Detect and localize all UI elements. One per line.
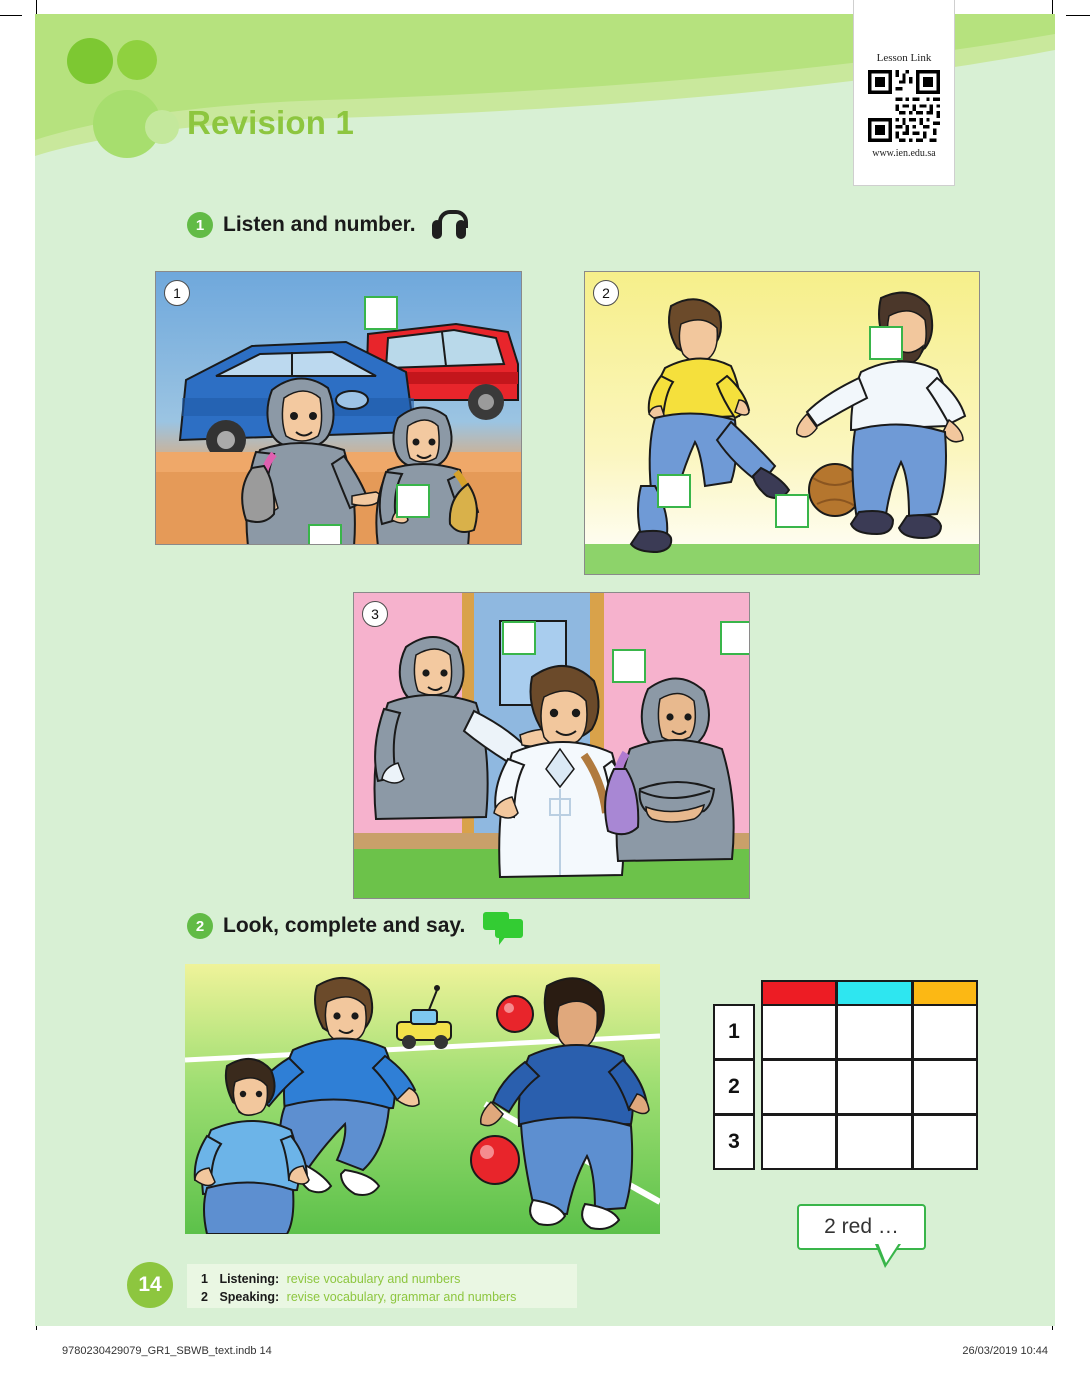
page: [35, 14, 1055, 1326]
exercise-2-title: Look, complete and say.: [223, 914, 466, 937]
footer-note-2-num: 2: [201, 1290, 208, 1304]
table-row-label-2: 2: [713, 1059, 755, 1115]
answer-box-2b[interactable]: [657, 474, 691, 508]
answer-box-2c[interactable]: [775, 494, 809, 528]
table-cell-3-2[interactable]: [836, 1114, 913, 1170]
footer-notes-box: [187, 1264, 577, 1308]
page-title: Revision 1: [187, 104, 355, 141]
lesson-link-box[interactable]: [853, 0, 955, 186]
crop-mark-top-left-h: [0, 15, 22, 16]
table-header-yellow: [912, 980, 978, 1006]
table-cell-2-1[interactable]: [761, 1059, 837, 1115]
picture-3-art: [354, 593, 749, 898]
table-cell-2-2[interactable]: [836, 1059, 913, 1115]
print-timestamp: 26/03/2019 10:44: [962, 1345, 1048, 1357]
picture-2-art: [585, 272, 979, 574]
speech-bubble-tail-inner: [878, 1243, 899, 1263]
table-header-red: [761, 980, 837, 1006]
picture-3-badge: 3: [362, 601, 388, 627]
example-speech-bubble: 2 red …: [797, 1204, 926, 1250]
table-cell-3-1[interactable]: [761, 1114, 837, 1170]
answer-box-3c[interactable]: [720, 621, 750, 655]
footer-note-1-label: Listening:: [219, 1272, 280, 1286]
answer-box-1a[interactable]: [364, 296, 398, 330]
answer-box-2a[interactable]: [869, 326, 903, 360]
footer-note-2-label: Speaking:: [219, 1290, 280, 1304]
table-cell-2-3[interactable]: [912, 1059, 978, 1115]
decorative-dot-1: [67, 38, 113, 84]
answer-box-3a[interactable]: [502, 621, 536, 655]
exercise-1-number: 1: [187, 212, 213, 238]
table-row-label-3: 3: [713, 1114, 755, 1170]
decorative-dot-4: [145, 110, 179, 144]
table-cell-1-3[interactable]: [912, 1004, 978, 1060]
picture-exercise-2: [185, 964, 660, 1234]
crop-mark-top-right-h: [1066, 15, 1090, 16]
table-cell-1-2[interactable]: [836, 1004, 913, 1060]
answer-table: [713, 980, 978, 1190]
headphones-icon: [432, 210, 466, 240]
lesson-link-url[interactable]: www.ien.edu.sa: [872, 148, 936, 159]
picture-2: [584, 271, 980, 575]
footer-note-2: [201, 1290, 516, 1304]
footer-note-1: [201, 1272, 460, 1286]
page-number-badge: 14: [127, 1262, 173, 1308]
footer-note-2-text: revise vocabulary, grammar and numbers: [286, 1290, 517, 1304]
table-cell-1-1[interactable]: [761, 1004, 837, 1060]
exercise-1-header: [187, 210, 466, 240]
answer-box-1c[interactable]: [308, 524, 342, 545]
footer-note-1-num: 1: [201, 1272, 208, 1286]
answer-box-3b[interactable]: [612, 649, 646, 683]
exercise-2-header: [187, 912, 525, 940]
print-filename: 9780230429079_GR1_SBWB_text.indb 14: [62, 1345, 272, 1357]
picture-2-badge: 2: [593, 280, 619, 306]
picture-1-badge: 1: [164, 280, 190, 306]
answer-box-1b[interactable]: [396, 484, 430, 518]
picture-exercise-2-art: [185, 964, 660, 1234]
table-row-label-1: 1: [713, 1004, 755, 1060]
speech-bubble-icon: [483, 912, 525, 940]
picture-1: [155, 271, 522, 545]
footer-note-1-text: revise vocabulary and numbers: [286, 1272, 461, 1286]
picture-1-art: [156, 272, 521, 544]
lesson-link-label: Lesson Link: [876, 52, 932, 64]
qr-code-icon: [868, 70, 940, 142]
decorative-dot-2: [117, 40, 157, 80]
exercise-2-number: 2: [187, 913, 213, 939]
table-cell-3-3[interactable]: [912, 1114, 978, 1170]
exercise-1-title: Listen and number.: [223, 213, 416, 236]
picture-3: [353, 592, 750, 899]
table-header-cyan: [836, 980, 913, 1006]
